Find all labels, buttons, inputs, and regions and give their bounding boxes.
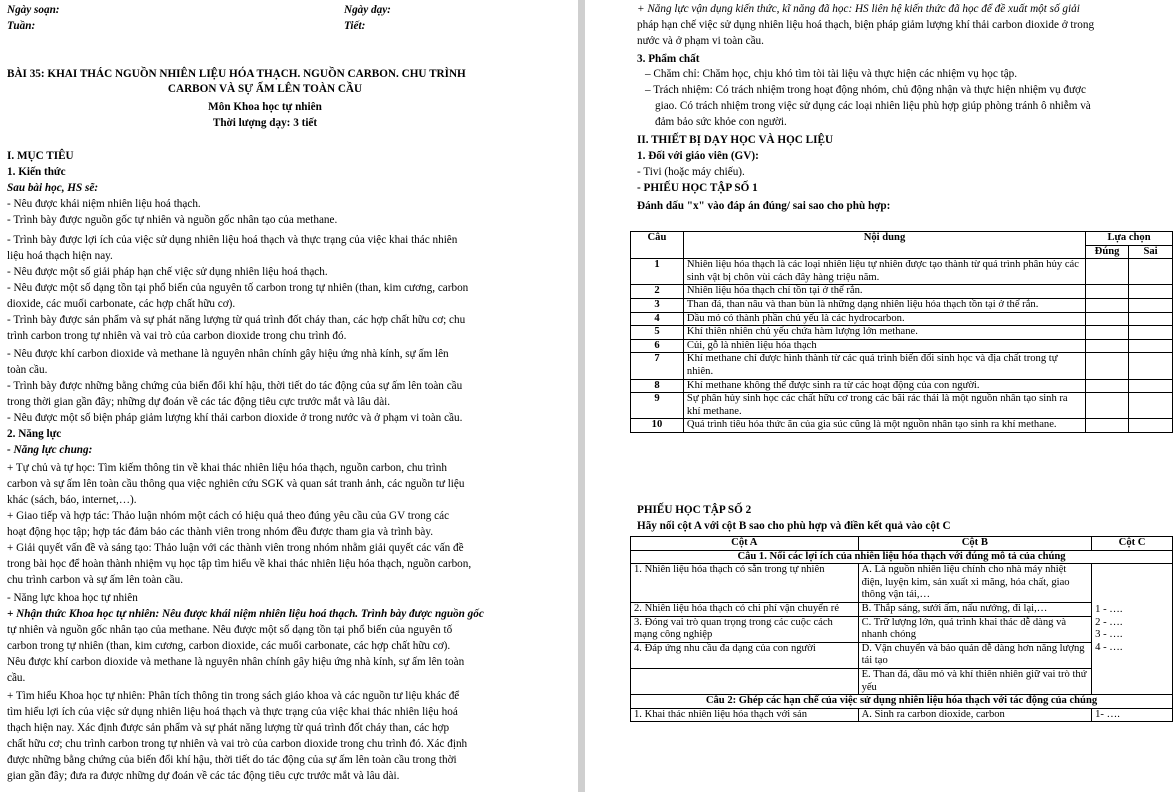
left-text-line: - Trình bày được lợi ích của việc sử dụng nhiên liệu hoá thạch và thực trạng của việc khai thác nhiên [7,234,458,246]
table-row [631,419,1173,433]
answer-true-cell[interactable] [1086,298,1129,312]
subject: Môn Khoa học tự nhiên [208,101,322,113]
left-text-line: 2. Năng lực [7,428,62,440]
lesson-title-line1: BÀI 35: KHAI THÁC NGUỒN NHIÊN LIỆU HÓA THẠCH. NGUỒN CARBON. CHU TRÌNH [7,68,466,80]
left-text-line: - Nêu được một số biện pháp giảm lượng khí thải carbon dioxide ở trong nước và ở phạm vi toàn cầu. [7,412,463,424]
worksheet-1-table [630,231,1173,433]
ngay-soan: Ngày soạn: [7,4,60,16]
row-statement: Nhiên liệu hóa thạch là các loại nhiên liệu tự nhiên được tạo thành từ quá trình phân hủy các sinh vật bị chôn vùi cách đây hàng triệu năm. [683,259,1085,285]
page-right [585,0,1176,792]
col-sai: Sai [1129,245,1173,259]
answer-true-cell[interactable] [1086,259,1129,285]
question-2: Câu 2: Ghép các hạn chế của việc sử dụng nhiên liệu hóa thạch với tác động của chúng [631,695,1173,709]
left-text-line: - Năng lực khoa học tự nhiên [7,592,138,604]
row-number: 4 [631,312,684,326]
page-left [0,0,578,792]
answer-true-cell[interactable] [1086,339,1129,353]
right-text-line: – Trách nhiệm: Có trách nhiệm trong hoạt động nhóm, chủ động nhận và thực hiện nhiệm vụ được [645,84,1086,96]
row-number: 2 [631,285,684,299]
row-statement: Củi, gỗ là nhiên liệu hóa thạch [683,339,1085,353]
right-text-line: – Chăm chỉ: Chăm học, chịu khó tìm tòi tài liệu và thực hiện các nhiệm vụ học tập. [645,68,1018,80]
left-text-line: cầu. [7,672,26,684]
left-text-line: - Nêu được khí carbon dioxide và methane là nguyên nhân chính gây hiệu ứng nhà kính, sự ấm lên [7,348,449,360]
right-text-line: - PHIẾU HỌC TẬP SỐ 1 [637,182,758,194]
worksheet-2-rows [631,564,1173,695]
table-row [631,602,1173,616]
table-row [631,312,1173,326]
col-noi-dung: Nội dung [683,232,1085,259]
left-text-line: tự nhiên và nguồn gốc nhân tạo của methane. Nêu được một số dạng tồn tại phổ biến của nguyên tố [7,624,453,636]
column-c-answers[interactable] [1092,564,1173,695]
left-text-line: tìm hiểu lợi ích của việc sử dụng nhiên liệu hoá thạch và thực trạng của việc khai thác nhiên liệu hoá [7,706,458,718]
last-row-c: 1- …. [1092,708,1173,722]
row-number: 7 [631,353,684,379]
answer-false-cell[interactable] [1129,298,1173,312]
row-statement: Quá trình tiêu hóa thức ăn của gia súc cũng là một nguồn nhân tạo sinh ra khí methane. [683,419,1085,433]
duration: Thời lượng dạy: 3 tiết [212,117,318,129]
answer-true-cell[interactable] [1086,419,1129,433]
ngay-day: Ngày dạy: [344,4,391,16]
answer-true-cell[interactable] [1086,326,1129,340]
answer-false-cell[interactable] [1129,259,1173,285]
column-a-item: 3. Đóng vai trò quan trọng trong các cuộc cách mạng công nghiệp [631,616,859,642]
row-number: 6 [631,339,684,353]
left-text-line: được những bằng chứng của biến đổi khí hậu, thời tiết do tác động của sự ấm lên toàn cầu trong thời [7,754,457,766]
table-row [631,326,1173,340]
table-row [631,298,1173,312]
col-b: Cột B [858,537,1092,551]
right-text-line: 1. Đối với giáo viên (GV): [637,150,759,162]
row-statement: Khí methane chỉ được hình thành từ các quá trình biến đổi sinh học và địa chất trong tự nhiên. [683,353,1085,379]
left-text-line: - Trình bày được sản phẩm và sự phát năng lượng từ quá trình đốt cháy than, các hợp chất hữu cơ; chu [7,314,466,326]
answer-true-cell[interactable] [1086,285,1129,299]
answer-true-cell[interactable] [1086,393,1129,419]
answer-false-cell[interactable] [1129,353,1173,379]
worksheet-2-instruction: Hãy nối cột A với cột B sao cho phù hợp và điền kết quả vào cột C [637,520,951,532]
right-text-line: 3. Phẩm chất [637,53,700,65]
right-text-line: II. THIẾT BỊ DẠY HỌC VÀ HỌC LIỆU [637,134,834,146]
left-text-line: thạch hiện nay. Xác định được sản phẩm và sự phát năng lượng từ quá trình đốt cháy than, các hợp [7,722,450,734]
last-row-b: A. Sinh ra carbon dioxide, carbon [858,708,1092,722]
answer-false-cell[interactable] [1129,339,1173,353]
left-text-line: 1. Kiến thức [7,166,66,178]
left-text-line: + Nhận thức Khoa học tự nhiên: Nêu được khái niệm nhiên liệu hoá thạch. Trình bày được nguồn gốc [7,608,484,620]
right-text-line: Đánh dấu "x" vào đáp án đúng/ sai sao cho phù hợp: [637,200,891,212]
right-text-line: pháp hạn chế việc sử dụng nhiên liệu hoá thạch, biện pháp giảm lượng khí thải carbon dioxide ở trong [637,19,1095,31]
table-row [631,285,1173,299]
table-row [631,379,1173,393]
right-text-line: + Năng lực vận dụng kiến thức, kĩ năng đã học: HS liên hệ kiến thức đã học để đề xuất một số giải [637,3,1080,15]
left-text-line: trình carbon trong tự nhiên và vai trò của carbon dioxide trong chu trình đó. [7,330,347,342]
row-number: 1 [631,259,684,285]
table-row [631,642,1173,668]
left-text-line: hoạt động học tập; hợp tác đảm bảo các thành viên trong nhóm đều được tham gia và trình bày. [7,526,434,538]
answer-true-cell[interactable] [1086,312,1129,326]
answer-slot[interactable]: 3 - …. [1095,629,1123,641]
left-text-line: - Nêu được một số dạng tồn tại phổ biến của nguyên tố carbon trong tự nhiên (than, kim cương, carbon [7,282,469,294]
column-b-item: A. Là nguồn nhiên liệu chính cho nhà máy nhiệt điện, luyện kim, sản xuất xi măng, hóa chất, giao thông vận tải,… [858,564,1092,603]
column-b-item: C. Trữ lượng lớn, quá trình khai thác dễ dàng và nhanh chóng [858,616,1092,642]
column-a-item: 2. Nhiên liệu hóa thạch có chi phí vận chuyển rẻ [631,602,859,616]
lesson-title-line2: CARBON VÀ SỰ ẤM LÊN TOÀN CẦU [167,83,363,95]
left-text-line: chu trình carbon và sự ấm lên toàn cầu. [7,574,183,586]
row-statement: Dầu mỏ có thành phần chủ yếu là các hydrocarbon. [683,312,1085,326]
column-b-item: D. Vận chuyển và bảo quản dễ dàng hơn năng lượng tái tạo [858,642,1092,668]
col-dung: Đúng [1086,245,1129,259]
left-text-line: + Giải quyết vấn đề và sáng tạo: Thảo luận với các thành viên trong nhóm nhằm giải quyết các vấn đề [7,542,464,554]
left-text-line: trong thời gian gần đây; những dự đoán về các tác động tiêu cực trước mắt và lâu dài. [7,396,391,408]
answer-true-cell[interactable] [1086,379,1129,393]
answer-false-cell[interactable] [1129,326,1173,340]
row-number: 5 [631,326,684,340]
worksheet-2-title: PHIẾU HỌC TẬP SỐ 2 [637,504,752,516]
left-text-line: toàn cầu. [7,364,48,376]
worksheet-2-table [630,536,1173,722]
worksheet-1-rows [631,259,1173,433]
tiet: Tiết: [344,20,366,32]
left-text-line: - Trình bày được những bằng chứng của biến đổi khí hậu, thời tiết do tác động của sự ấm lên toàn cầu [7,380,463,392]
left-text-line: carbon và sự ấm lên toàn cầu thông qua việc nghiên cứu SGK và quan sát tranh ảnh, các nguồn tư liệu [7,478,465,490]
answer-slot[interactable]: 1 - …. [1095,603,1123,615]
left-text-line: - Nêu được khái niệm nhiên liệu hoá thạch. [7,198,201,210]
column-b-item: E. Than đá, dầu mỏ và khí thiên nhiên giữ vai trò thứ yếu [858,668,1092,694]
left-text-line: liệu hoá thạch hiện nay. [7,250,113,262]
col-a: Cột A [631,537,859,551]
row-number: 9 [631,393,684,419]
right-text-line: - Tivi (hoặc máy chiếu). [637,166,745,178]
right-text-line: giao. Có trách nhiệm trong việc sử dụng các loại nhiên liệu phù hợp giúp phòng tránh ô nhiễm và [655,100,1091,112]
left-text-line: - Trình bày được nguồn gốc tự nhiên và nguồn gốc nhân tạo của methane. [7,214,338,226]
left-text-line: chất hữu cơ; chu trình carbon trong tự nhiên và vai trò của carbon dioxide trong chu trình đó. Xác định [7,738,468,750]
tuan: Tuần: [7,20,36,32]
left-text-line: dioxide, các muối carbonate, các hợp chất hữu cơ). [7,298,236,310]
table-row [631,564,1173,603]
left-text-line: carbon trong tự nhiên (than, kim cương, carbon dioxide, các muối carbonate, các hợp chất hữu cơ). [7,640,451,652]
right-text-line: nước và ở phạm vi toàn cầu. [637,35,764,47]
row-number: 8 [631,379,684,393]
question-1: Câu 1. Nối các lợi ích của nhiên liệu hóa thạch với đúng mô tả của chúng [631,550,1173,564]
left-text-line: gian gần đây; đưa ra được những dự đoán về các tác động tiêu cực trước mắt và lâu dài. [7,770,400,782]
answer-false-cell[interactable] [1129,285,1173,299]
col-c: Cột C [1092,537,1173,551]
column-a-item [631,668,859,694]
row-statement: Khí methane không thể được sinh ra từ các hoạt động của con người. [683,379,1085,393]
row-statement: Nhiên liệu hóa thạch chỉ tồn tại ở thể rắn. [683,285,1085,299]
col-cau: Câu [631,232,684,259]
answer-slot[interactable]: 4 - …. [1095,641,1123,653]
column-b-item: B. Thắp sáng, sưởi ấm, nấu nướng, đi lại,… [858,602,1092,616]
row-statement: Khí thiên nhiên chủ yếu chứa hàm lượng lớn methane. [683,326,1085,340]
row-statement: Than đá, than nâu và than bùn là những dạng nhiên liệu hóa thạch tồn tại ở thể rắn. [683,298,1085,312]
answer-true-cell[interactable] [1086,353,1129,379]
col-lua-chon: Lựa chọn [1086,232,1173,246]
answer-false-cell[interactable] [1129,419,1173,433]
left-text-line: - Năng lực chung: [7,444,93,456]
row-number: 10 [631,419,684,433]
page-gap [578,0,585,792]
left-text-line: khác (sách, báo, internet,…). [7,494,137,506]
left-text-line: I. MỤC TIÊU [7,150,74,162]
left-text-line: trong bài học để hoàn thành nhiệm vụ học tập tìm hiểu về khai thác nhiên liệu hóa thạch, nguồn carbon, [7,558,472,570]
left-text-line: + Tìm hiểu Khoa học tự nhiên: Phân tích thông tin trong sách giáo khoa và các nguồn tư liệu khác để [7,690,460,702]
table-row [631,353,1173,379]
column-a-item: 1. Nhiên liệu hóa thạch có sẵn trong tự nhiên [631,564,859,603]
last-row-a: 1. Khai thác nhiên liệu hóa thạch với sản [631,708,859,722]
column-a-item: 4. Đáp ứng nhu cầu đa dạng của con người [631,642,859,668]
answer-false-cell[interactable] [1129,379,1173,393]
right-text-line: đảm bảo sức khỏe con người. [655,116,787,128]
table-row [631,259,1173,285]
table-row [631,339,1173,353]
left-text-line: - Nêu được một số giải pháp hạn chế việc sử dụng nhiên liệu hoá thạch. [7,266,328,278]
row-statement: Sự phân hủy sinh học các chất hữu cơ trong các bãi rác thải là một nguồn nhân tạo sinh ra khí methane. [683,393,1085,419]
table-row [631,393,1173,419]
table-row [631,616,1173,642]
left-text-line: + Tự chủ và tự học: Tìm kiếm thông tin về khai thác nhiên liệu hóa thạch, nguồn carbon, chu trình [7,462,447,474]
table-row [631,668,1173,694]
left-text-line: + Giao tiếp và hợp tác: Thảo luận nhóm một cách có hiệu quả theo đúng yêu cầu của GV trong các [7,510,450,522]
row-number: 3 [631,298,684,312]
answer-false-cell[interactable] [1129,393,1173,419]
left-text-line: Nêu được khí carbon dioxide và methane là nguyên nhân chính gây hiệu ứng nhà kính, sự ấm lên toàn [7,656,465,668]
left-text-line: Sau bài học, HS sẽ: [7,182,99,194]
answer-false-cell[interactable] [1129,312,1173,326]
answer-slot[interactable]: 2 - …. [1095,616,1123,628]
